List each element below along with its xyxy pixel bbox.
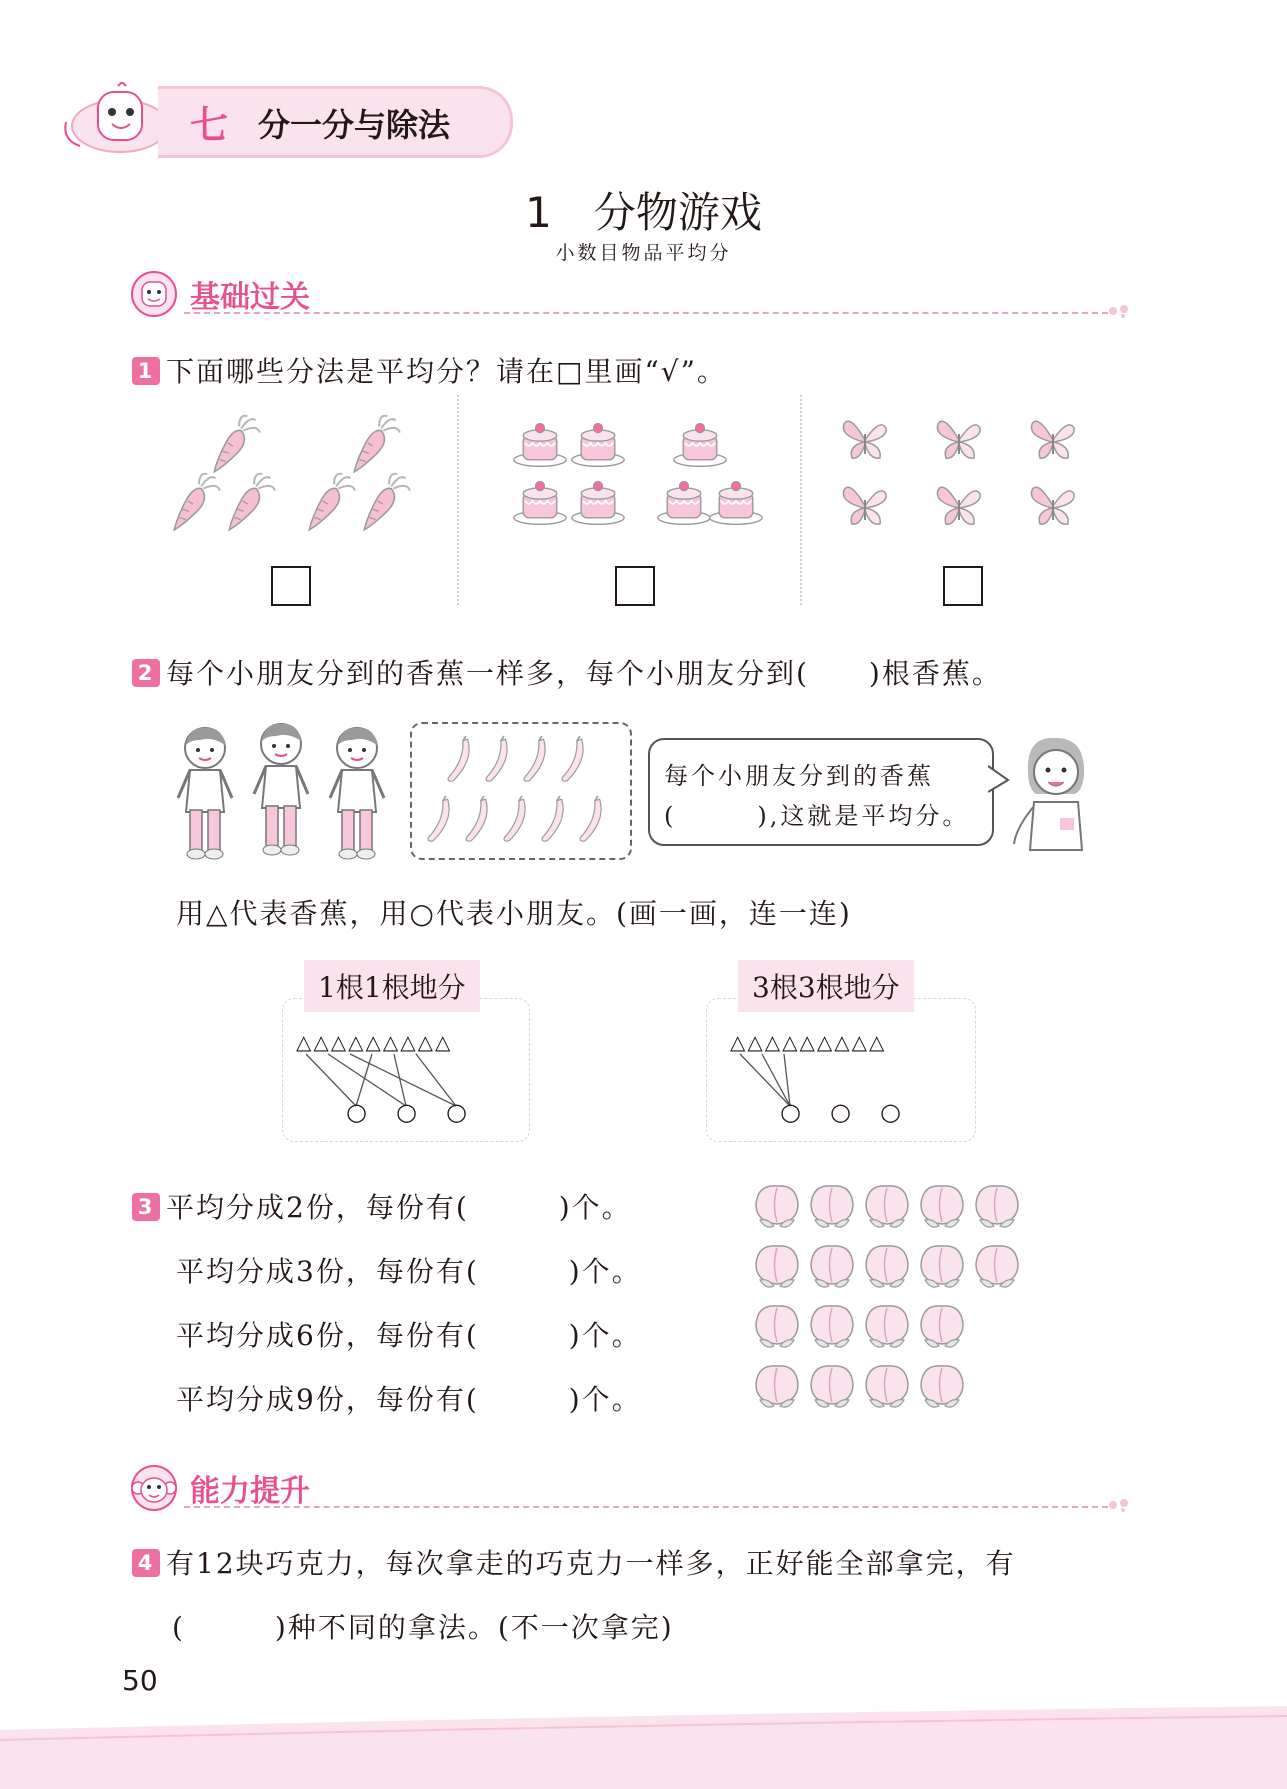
question-4-line-2: ( )种不同的拿法。(不一次拿完) bbox=[172, 1611, 674, 1644]
bubble-line-2: ( ),这就是平均分。 bbox=[664, 802, 970, 830]
peach-icon bbox=[862, 1238, 912, 1292]
butterfly-group bbox=[836, 414, 1086, 534]
peach-icon bbox=[862, 1298, 912, 1352]
carrot-icon bbox=[170, 472, 222, 534]
circle-symbol: ○ bbox=[830, 1098, 851, 1126]
section-header-advanced bbox=[128, 1460, 1130, 1516]
banana-icon bbox=[556, 734, 588, 786]
answer-box-cakes[interactable] bbox=[615, 566, 655, 606]
question-1 bbox=[132, 350, 727, 390]
cake-icon bbox=[570, 476, 626, 526]
method-2-triangles: △△△△△△△△△ bbox=[730, 1030, 887, 1054]
carrot-icon bbox=[360, 472, 412, 534]
peach-icon bbox=[752, 1238, 802, 1292]
peach-icon bbox=[752, 1178, 802, 1232]
boy-icon bbox=[246, 718, 316, 858]
question-line: 平均分成2份，每份有( )个。 bbox=[166, 1191, 632, 1224]
peach-icon bbox=[917, 1238, 967, 1292]
cake-group bbox=[508, 418, 768, 538]
cake-icon bbox=[708, 476, 764, 526]
carrot-icon bbox=[305, 472, 357, 534]
butterfly-icon bbox=[1028, 414, 1078, 464]
question-number: 1 bbox=[132, 357, 160, 385]
question-3-line-3: 平均分成6份，每份有( )个。 bbox=[176, 1319, 642, 1352]
peach-icon bbox=[807, 1358, 857, 1412]
answer-box-butterflies[interactable] bbox=[943, 566, 983, 606]
butterfly-icon bbox=[840, 414, 890, 464]
question-text: 有12块巧克力，每次拿走的巧克力一样多，正好能全部拿完，有 bbox=[166, 1547, 1016, 1580]
banana-icon bbox=[536, 794, 568, 846]
teacher-icon bbox=[1010, 732, 1100, 852]
chapter-title: 分一分与除法 bbox=[258, 106, 451, 144]
question-text: 每个小朋友分到的香蕉一样多，每个小朋友分到( )根香蕉。 bbox=[166, 657, 1002, 690]
cake-icon bbox=[512, 418, 568, 468]
question-number: 2 bbox=[132, 659, 160, 687]
method-2-label: 3根3根地分 bbox=[738, 960, 914, 1012]
lesson-subtitle: 小数目物品平均分 bbox=[555, 242, 732, 264]
banana-icon bbox=[460, 794, 492, 846]
butterfly-icon bbox=[934, 480, 984, 530]
peach-icon bbox=[807, 1178, 857, 1232]
cake-icon bbox=[570, 418, 626, 468]
mascot-icon bbox=[128, 268, 182, 318]
banana-icon bbox=[480, 734, 512, 786]
peach-icon bbox=[752, 1358, 802, 1412]
cake-icon bbox=[672, 418, 728, 468]
method-1-triangles: △△△△△△△△△ bbox=[296, 1030, 453, 1054]
decorative-dots-icon bbox=[1108, 304, 1130, 318]
cake-icon bbox=[512, 476, 568, 526]
question-3-line-4: 平均分成9份，每份有( )个。 bbox=[176, 1383, 642, 1416]
carrot-icon bbox=[350, 414, 402, 476]
peach-icon bbox=[972, 1178, 1022, 1232]
decorative-dots-icon bbox=[1108, 1498, 1130, 1512]
chapter-number: 七 bbox=[190, 103, 229, 147]
section-title-advanced: 能力提升 bbox=[190, 1474, 310, 1509]
circle-symbol: ○ bbox=[396, 1098, 417, 1126]
question-number: 3 bbox=[132, 1193, 160, 1221]
peach-icon bbox=[917, 1298, 967, 1352]
butterfly-icon bbox=[934, 414, 984, 464]
peach-icon bbox=[917, 1358, 967, 1412]
question-4 bbox=[132, 1542, 1016, 1582]
girl-icon bbox=[170, 722, 240, 862]
banana-icon bbox=[422, 794, 454, 846]
question-3-line-2: 平均分成3份，每份有( )个。 bbox=[176, 1255, 642, 1288]
monkey-mascot-icon bbox=[128, 1462, 182, 1512]
instruction-text: 用△代表香蕉，用○代表小朋友。(画一画，连一连) bbox=[176, 897, 852, 930]
girl-icon bbox=[322, 722, 392, 862]
banana-icon bbox=[498, 794, 530, 846]
page-number: 50 bbox=[122, 1664, 158, 1697]
peach-icon bbox=[917, 1178, 967, 1232]
column-divider bbox=[800, 395, 802, 605]
circle-symbol: ○ bbox=[880, 1098, 901, 1126]
chapter-banner bbox=[58, 82, 518, 158]
section-header-basic bbox=[128, 266, 1130, 322]
children-illustration bbox=[170, 718, 400, 864]
question-text: 下面哪些分法是平均分？请在□里画“√”。 bbox=[166, 355, 727, 388]
banana-panel bbox=[410, 722, 632, 860]
question-3 bbox=[132, 1186, 632, 1226]
carrot-icon bbox=[210, 414, 262, 476]
question-number: 4 bbox=[132, 1549, 160, 1577]
banana-icon bbox=[518, 734, 550, 786]
method-1-label: 1根1根地分 bbox=[304, 960, 480, 1012]
bubble-line-1: 每个小朋友分到的香蕉 bbox=[664, 762, 934, 790]
answer-box-carrots[interactable] bbox=[271, 566, 311, 606]
column-divider bbox=[457, 395, 459, 605]
peach-icon bbox=[807, 1238, 857, 1292]
footer-band bbox=[0, 1700, 1287, 1789]
lesson-title: 1 分物游戏 bbox=[525, 188, 762, 237]
peach-icon bbox=[752, 1298, 802, 1352]
bubble-tail-icon bbox=[988, 764, 1010, 794]
peach-icon bbox=[862, 1178, 912, 1232]
butterfly-icon bbox=[1028, 480, 1078, 530]
circle-symbol: ○ bbox=[780, 1098, 801, 1126]
speech-bubble bbox=[648, 738, 994, 846]
banana-icon bbox=[574, 794, 606, 846]
peach-icon bbox=[972, 1238, 1022, 1292]
section-divider bbox=[184, 312, 1108, 314]
peach-icon bbox=[862, 1358, 912, 1412]
carrot-icon bbox=[225, 472, 277, 534]
butterfly-icon bbox=[840, 480, 890, 530]
banana-icon bbox=[442, 734, 474, 786]
cake-icon bbox=[656, 476, 712, 526]
section-title-basic: 基础过关 bbox=[190, 280, 310, 315]
circle-symbol: ○ bbox=[346, 1098, 367, 1126]
question-2 bbox=[132, 652, 1002, 692]
peach-icon bbox=[807, 1298, 857, 1352]
circle-symbol: ○ bbox=[446, 1098, 467, 1126]
carrot-group bbox=[165, 410, 425, 540]
peach-grid bbox=[752, 1178, 1032, 1418]
section-divider bbox=[184, 1506, 1108, 1508]
